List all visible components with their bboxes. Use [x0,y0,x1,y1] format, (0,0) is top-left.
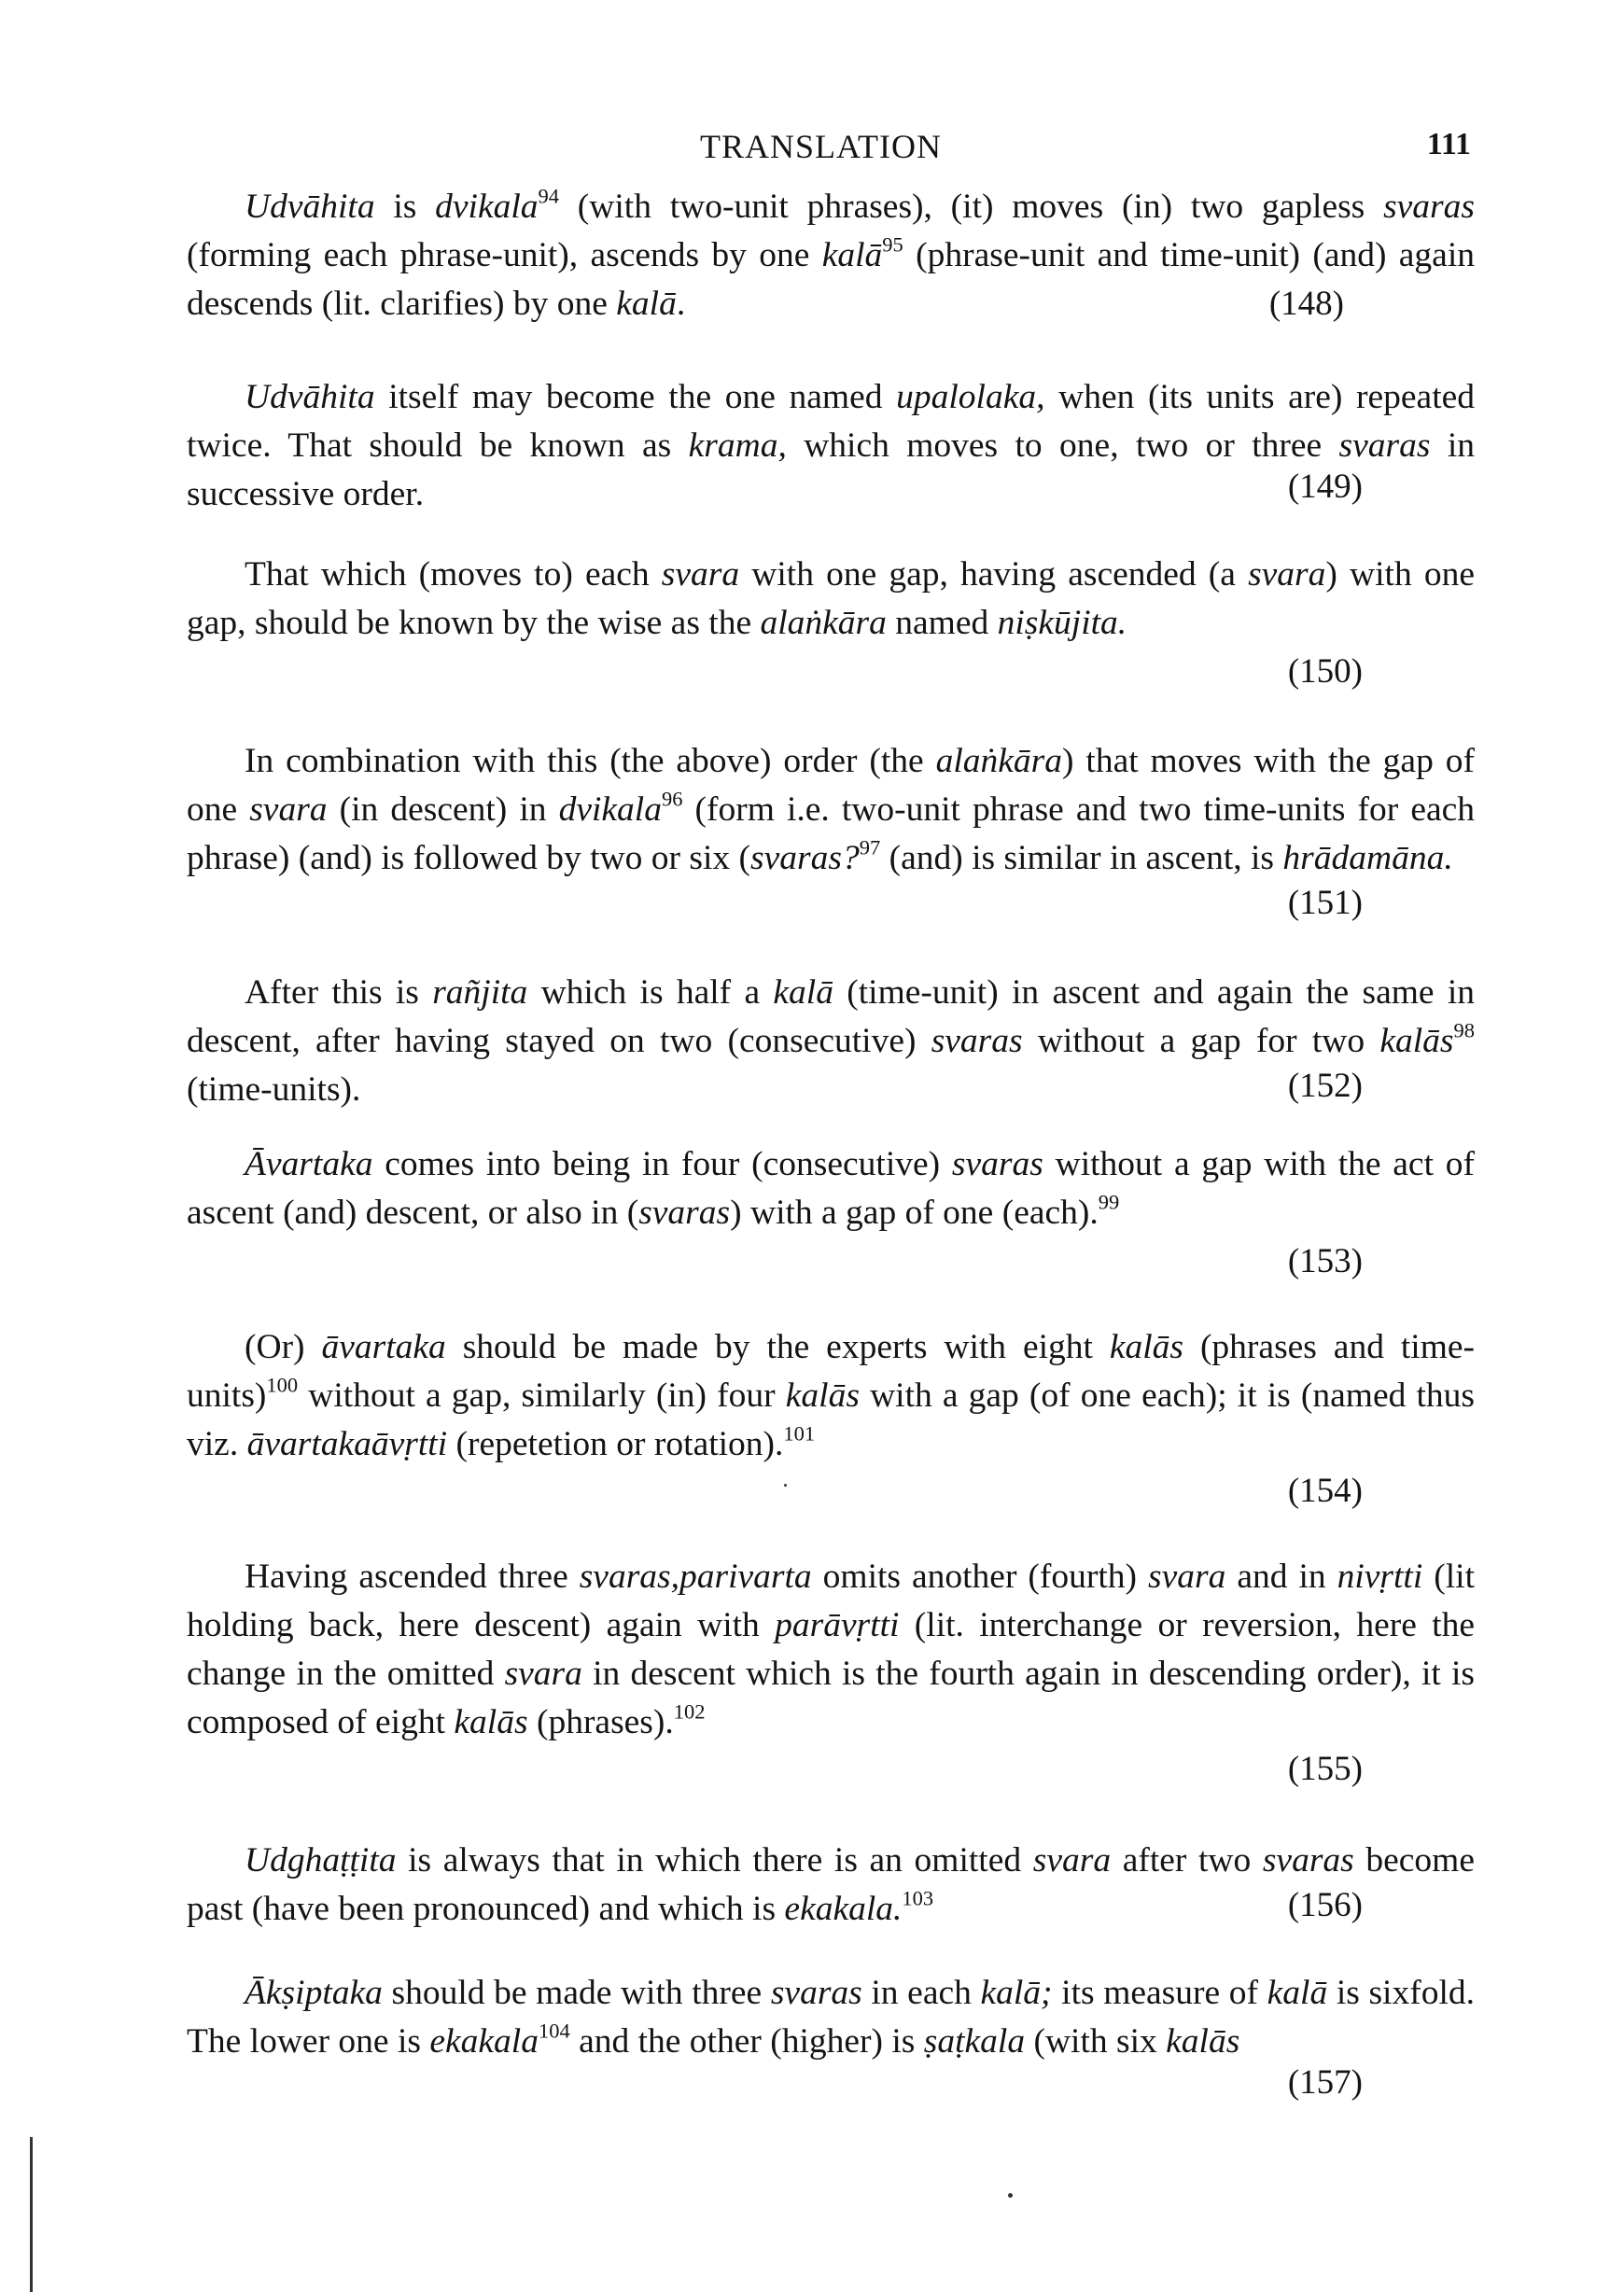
sanskrit-term: āvartaka [321,1328,446,1366]
text-run: become past (have been pronounced) and which is [187,1841,1475,1928]
text-run: (time-units). [187,1070,361,1109]
text-run: in successive order. [187,426,1476,513]
scan-edge-line [30,2137,33,2292]
sanskrit-term: nivṛtti [1337,1558,1423,1596]
text-run: itself may become the one named [374,378,897,416]
sanskrit-term: kalās [1166,2022,1240,2061]
sanskrit-term: svara [1248,555,1326,594]
text-run: and in [1225,1558,1337,1596]
sanskrit-term: Āvartaka [245,1145,373,1183]
verse-155 [187,1553,1476,1788]
sanskrit-term: svaras, [579,1558,680,1596]
sanskrit-term: hrādamāna. [1282,839,1453,877]
text-run: with one gap, having ascended (a [739,555,1249,594]
footnote-ref: 97 [859,835,881,860]
verse-text [187,1140,1475,1237]
sanskrit-term: krama, [688,426,787,465]
verse-number: (149) [1287,468,1363,506]
text-run: without a gap, similarly (in) four [298,1377,786,1415]
sanskrit-term: svaras [638,1194,731,1232]
sanskrit-term: svara [249,790,328,829]
text-run: ) that moves with the gap of one [187,742,1475,829]
text-run: (time-unit) in ascent and again the same in descent, after having stayed on two (consecutive) [187,973,1475,1060]
verse-number: (154) [1287,1472,1363,1510]
sanskrit-term: upalolaka, [896,378,1045,416]
verse-number: (152) [1287,1067,1363,1105]
verse-number: (157) [1287,2063,1363,2102]
sanskrit-term: kalā; [980,1974,1053,2012]
text-run: (phrases and time-units) [187,1328,1476,1415]
verse-156 [187,1837,1475,1934]
text-run: is always that in which there is an omitted [396,1841,1033,1880]
sanskrit-term: svara [1032,1841,1112,1880]
footnote-ref: 104 [538,2019,570,2043]
footnote-ref: 102 [673,1699,706,1724]
sanskrit-term: āvartaka [246,1425,371,1463]
text-run: in each [861,1974,981,2012]
sanskrit-term: svaras [1338,426,1431,465]
sanskrit-term: svaras [951,1145,1043,1183]
sanskrit-term: svara [504,1655,582,1693]
sanskrit-term: ṣaṭkala [923,2022,1026,2061]
sanskrit-term: āvṛtti [371,1425,448,1463]
sanskrit-term: svaras [1383,188,1475,226]
sanskrit-term: ekakala [429,2022,539,2061]
text-run: is sixfold. The lower one is [187,1974,1475,2061]
sanskrit-term: parivarta [679,1558,812,1596]
running-header [177,127,1484,174]
page-number: 111 [1426,127,1471,161]
text-run: That which (moves to) each [245,555,662,594]
verse-text [187,1323,1475,1469]
sanskrit-term: alaṅkāra [935,742,1063,780]
text-run: ) with one gap, should be known by the wise as the [187,555,1475,642]
text-run: . [676,285,686,323]
verse-number: (156) [1287,1886,1363,1924]
verse-150 [187,551,1475,691]
verse-text [187,1837,1475,1934]
verse-154 [187,1323,1476,1510]
scan-speck [1008,2193,1013,2198]
text-run: named [886,604,998,642]
sanskrit-term: kalās [1109,1328,1184,1366]
text-run: in descent which is the fourth again in descending order), it is composed of eight [187,1655,1475,1741]
running-title: TRANSLATION [700,128,942,165]
sanskrit-term: svaras [1262,1841,1354,1880]
footnote-ref: 98 [1453,1018,1475,1042]
text-run: should be made with three [382,1974,771,2012]
sanskrit-term: svaras? [750,839,860,877]
verse-151 [187,737,1475,922]
sanskrit-term: kalā [773,973,833,1012]
verse-text [187,373,1475,519]
footnote-ref: 103 [902,1886,934,1910]
sanskrit-term: niṣkūjita. [997,604,1127,642]
verse-text [187,1553,1475,1747]
text-run: (phrase-unit and time-unit) (and) again descends (lit. clarifies) by one [187,236,1475,323]
text-run: After this is [245,973,433,1012]
sanskrit-term: kalās [1379,1022,1454,1060]
sanskrit-term: kalās [454,1703,528,1741]
text-run: (lit. interchange or reversion, here the change in the omitted [187,1606,1475,1693]
text-run: (and) is similar in ascent, is [880,839,1283,877]
footnote-ref: 96 [661,787,683,811]
sanskrit-term: svaras [931,1022,1023,1060]
sanskrit-term: parāvṛtti [775,1606,900,1644]
text-run: without a gap for two [1022,1022,1380,1060]
text-run: Having ascended three [245,1558,580,1596]
sanskrit-term: kalās [785,1377,860,1415]
verse-148 [187,183,1475,328]
sanskrit-term: svara [661,555,740,594]
verse-text [187,551,1475,648]
text-run: omits another (fourth) [811,1558,1149,1596]
footnote-ref: 94 [538,184,560,208]
text-run: is [374,188,436,226]
footnote-ref: 95 [882,232,903,257]
text-run: (form i.e. two-unit phrase and two time-units for each phrase) (and) is followed by two or six ( [187,790,1475,877]
text-run: comes into being in four (consecutive) [372,1145,952,1183]
sanskrit-term: ekakala. [784,1890,903,1928]
verse-number: (151) [1287,884,1363,922]
verse-text [187,737,1475,883]
verse-157 [187,1969,1475,2102]
text-run: (phrases). [527,1703,674,1741]
verse-number: (153) [1287,1242,1363,1280]
sanskrit-term: dvikala [558,790,662,829]
sanskrit-term: kalā [616,285,677,323]
text-run: after two [1111,1841,1263,1880]
text-run: should be made by the experts with eight [445,1328,1110,1366]
sanskrit-term: Udvāhita [245,188,375,226]
text-run: which is half a [527,973,774,1012]
sanskrit-term: svaras [770,1974,862,2012]
sanskrit-term: Ākṣiptaka [245,1974,383,2012]
verse-149 [187,373,1475,519]
sanskrit-term: Udvāhita [245,378,375,416]
text-run: which moves to one, two or three [786,426,1339,465]
text-run: (with six [1025,2022,1167,2061]
text-run: (with two-unit phrases), (it) moves (in) two gapless [559,188,1384,226]
text-run: (Or) [245,1328,322,1366]
footnote-ref: 99 [1098,1190,1120,1214]
text-run: when (its units are) repeated twice. That should be known as [187,378,1476,465]
text-run: ) with a gap of one (each). [730,1194,1099,1232]
text-run: (lit holding back, here descent) again with [187,1558,1476,1644]
sanskrit-term: Udghaṭṭita [245,1841,397,1880]
verse-text [187,1969,1475,2066]
sanskrit-term: rañjita [432,973,528,1012]
verse-number: (150) [1287,652,1363,691]
verse-153 [187,1140,1475,1280]
footnote-ref: 101 [783,1421,816,1446]
text-run: and the other (higher) is [569,2022,924,2061]
sanskrit-term: kalā [1267,1974,1328,2012]
verse-number: (155) [1287,1750,1363,1788]
sanskrit-term: kalā [821,236,883,274]
verse-number: (148) [1268,285,1344,323]
footnote-ref: 100 [266,1373,299,1397]
verse-152 [187,969,1475,1114]
scan-speck [784,1484,787,1487]
text-run: (forming each phrase-unit), ascends by one [187,236,822,274]
text-run: its measure of [1052,1974,1267,2012]
text-run: without a gap with the act of ascent (and) descent, or also in ( [187,1145,1475,1232]
verse-text [187,969,1475,1114]
text-run: In combination with this (the above) order (the [245,742,936,780]
sanskrit-term: dvikala [435,188,539,226]
sanskrit-term: svara [1148,1558,1226,1596]
text-run: (in descent) in [327,790,559,829]
sanskrit-term: alaṅkāra [760,604,887,642]
text-run: with a gap (of one each); it is (named thus viz. [187,1377,1475,1463]
text-run: (repetetion or rotation). [447,1425,784,1463]
